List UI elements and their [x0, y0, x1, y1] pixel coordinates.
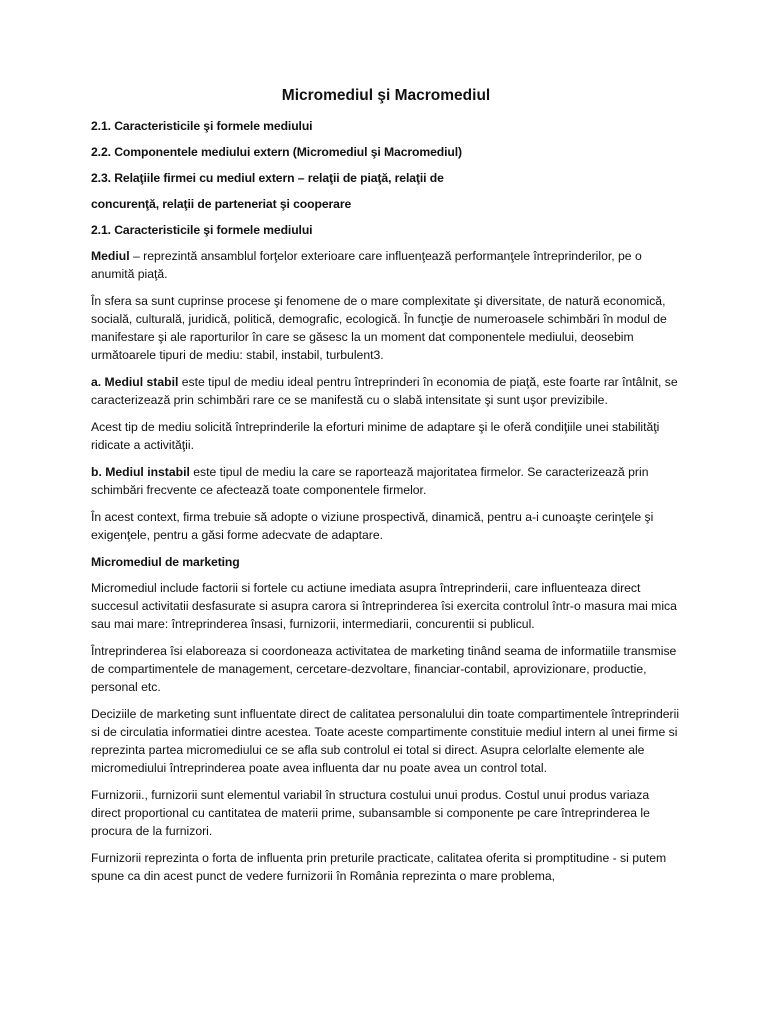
paragraph-mediul: [91, 247, 681, 283]
paragraph-text: este tipul de mediu la care se raportează majoritatea firmelor. Se caracterizează prin schimbări frecvente ce afectează toate componentele firmelor.: [91, 465, 649, 497]
micromediul-heading: Micromediul de marketing: [91, 555, 240, 569]
paragraph-sfera: În sfera sa sunt cuprinse procese şi fenomene de o mare complexitate şi diversitate, de natură economică, socială, culturală, juridică, politică, demografic, ecologică. În funcţie de numeroasele schimbări în modul de manifestare şi ale raporturilor în care se găsesc la un moment dat componentele mediului, deosebim următoarele tipuri de mediu: stabil, instabil, turbulent3.: [91, 294, 667, 362]
paragraph-deciziile: Deciziile de marketing sunt influentate direct de calitatea personalului din toate compartimentele întreprinderii si de circulatia informatiei dintre acestea. Toate aceste compartimente constituie mediul intern al unei firme si reprezinta partea micromediului ce se afla sub controlul ei total si direct. Asupra celorlalte elemente ale micromediului întreprinderea poate avea influenta dar nu poate avea un control total.: [91, 707, 680, 775]
paragraph-mediul-stabil: [91, 373, 681, 409]
paragraph-furnizorii-1: Furnizorii., furnizorii sunt elementul variabil în structura costului unui produs. Costul unui produs variaza direct proportional cu cantitatea de materii prime, subansamble si componente pe care întreprinderea le procura de la furnizori.: [91, 788, 650, 838]
document-title: Micromediul şi Macromediul: [281, 87, 491, 104]
toc-item-2-2: 2.2. Componentele mediului extern (Micromediul şi Macromediul): [91, 145, 463, 159]
term-mediul-stabil: a. Mediul stabil: [91, 375, 179, 389]
paragraph-stabil-detail: Acest tip de mediu solicită întreprinderile la eforturi minime de adaptare şi le oferă condiţiile unei stabilităţi ridicate a activităţii.: [91, 420, 660, 452]
document-page: [91, 85, 681, 894]
section-heading: 2.1. Caracteristicile şi formele mediului: [91, 223, 313, 237]
term-mediul-instabil: b. Mediul instabil: [91, 465, 190, 479]
paragraph-context: În acest context, firma trebuie să adopte o viziune prospectivă, dinamică, pentru a-i cunoaşte cerinţele şi exigenţele, pentru a găsi forme adecvate de adaptare.: [91, 510, 654, 542]
paragraph-text: este tipul de mediu ideal pentru întreprinderi în economia de piaţă, este foarte rar întâlnit, se caracterizează prin schimbări rare ce se manifestă cu o slabă intensitate şi sunt uşor previzibile.: [91, 375, 678, 407]
paragraph-mediul-instabil: [91, 463, 681, 499]
paragraph-micromediul: Micromediul include factorii si fortele cu actiune imediata asupra întreprinderii, care influenteaza direct succesul activitatii desfasurate si asupra carora si întreprinderea îsi exercita controlul într-o masura mai mica sau mai mare: întreprinderea însasi, furnizorii, intermediarii, concurentii si publicul.: [91, 581, 677, 631]
toc-item-2-1: 2.1. Caracteristicile şi formele mediului: [91, 119, 313, 133]
paragraph-text: – reprezintă ansamblul forţelor exterioare care influenţează performanţele întreprinderilor, pe o anumită piaţă.: [91, 249, 642, 281]
toc-item-2-3-continued: concurenţă, relaţii de parteneriat şi cooperare: [91, 197, 352, 211]
term-mediul: Mediul: [91, 249, 130, 263]
paragraph-intreprinderea: Întreprinderea îsi elaboreaza si coordoneaza activitatea de marketing tinând seama de informatiile transmise de compartimentele de management, cercetare-dezvoltare, financiar-contabil, aprovizionare, productie, personal etc.: [91, 644, 677, 694]
toc-item-2-3: 2.3. Relaţiile firmei cu mediul extern – relaţii de piaţă, relaţii de: [91, 171, 444, 185]
paragraph-furnizorii-2: Furnizorii reprezinta o forta de influenta prin preturile practicate, calitatea oferita si promptitudine - si putem spune ca din acest punct de vedere furnizorii în România reprezinta o mare problema,: [91, 851, 667, 883]
